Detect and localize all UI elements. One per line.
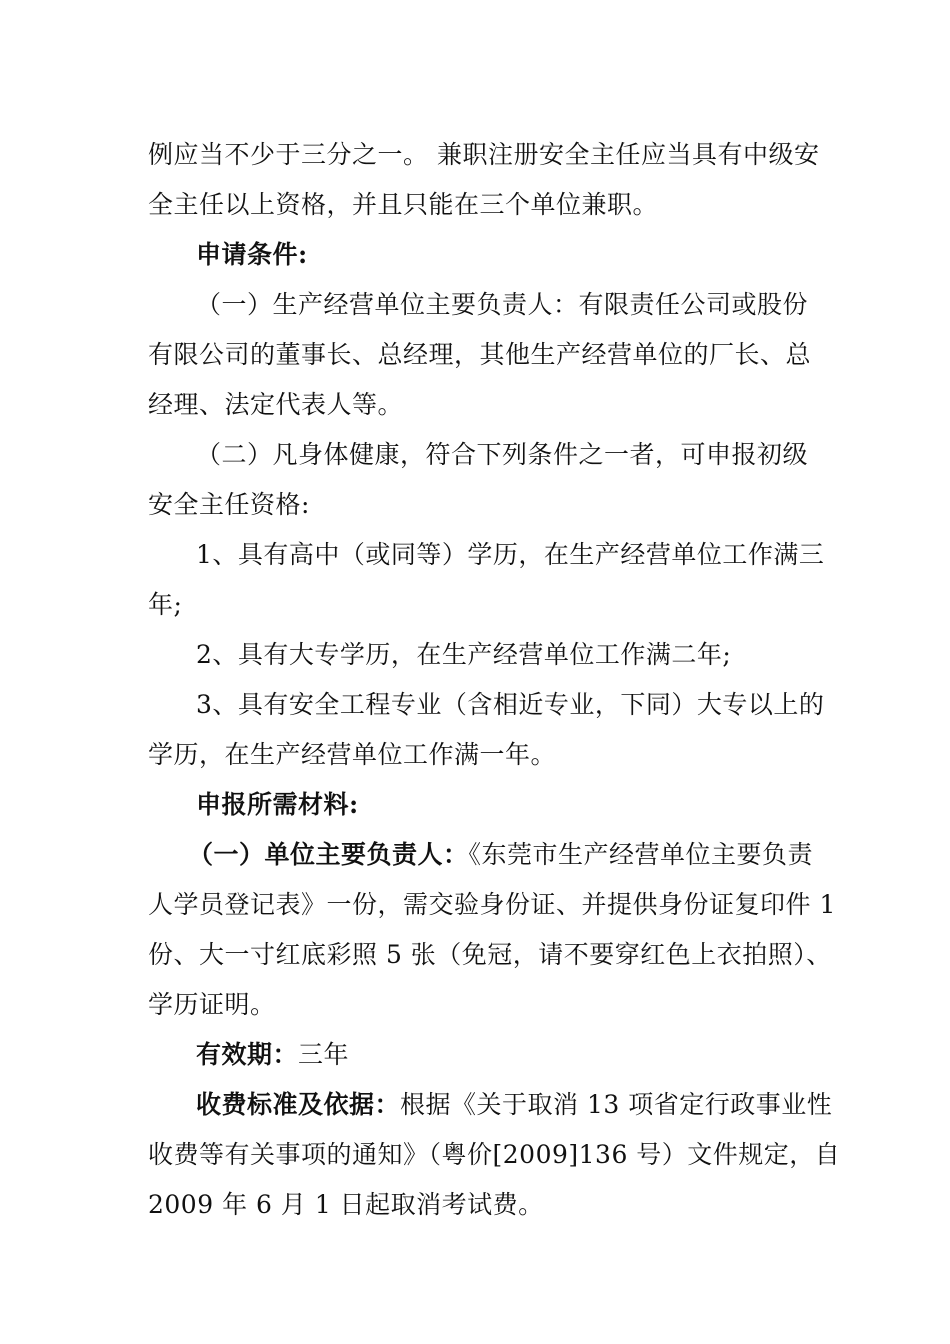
validity-value: 三年 [298,1040,350,1069]
paragraph-line [196,1038,876,1072]
paragraph-line [196,1088,876,1122]
paragraph-line: （一）生产经营单位主要负责人：有限责任公司或股份 [196,290,809,319]
fee-label: 收费标准及依据： [196,1090,401,1119]
section-heading-materials: 申报所需材料: [196,790,359,819]
paragraph-line: 份、大一寸红底彩照 5 张（免冠，请不要穿红色上衣拍照）、 [148,940,832,969]
fee-text: 根据《关于取消 13 项省定行政事业性 [400,1090,833,1119]
materials-text: 《东莞市生产经营单位主要负责 [468,840,814,869]
paragraph-line: 经理、法定代表人等。 [148,390,404,419]
materials-label: （一）单位主要负责人： [188,840,469,869]
paragraph-line: 2009 年 6 月 1 日起取消考试费。 [148,1190,544,1219]
paragraph-line: 有限公司的董事长、总经理，其他生产经营单位的厂长、总 [148,340,812,369]
list-item-line: 2、具有大专学历，在生产经营单位工作满二年; [196,640,732,669]
paragraph-line: 例应当不少于三分之一。 兼职注册安全主任应当具有中级安 [148,140,820,169]
paragraph-line: （二）凡身体健康，符合下列条件之一者，可申报初级 [196,440,809,469]
paragraph-line: 全主任以上资格，并且只能在三个单位兼职。 [148,190,659,219]
paragraph-line: 学历证明。 [148,990,276,1019]
list-item-line: 3、具有安全工程专业（含相近专业，下同）大专以上的 [196,690,825,719]
list-item-line: 年; [148,590,183,619]
list-item-line: 学历，在生产经营单位工作满一年。 [148,740,557,769]
section-heading-apply-conditions: 申请条件: [196,240,308,269]
list-item-line: 1、具有高中（或同等）学历，在生产经营单位工作满三 [196,540,825,569]
paragraph-line [188,838,868,872]
paragraph-line: 安全主任资格: [148,490,310,519]
paragraph-line: 人学员登记表》一份，需交验身份证、并提供身份证复印件 1 [148,890,836,919]
paragraph-line: 收费等有关事项的通知》（粤价[2009]136 号）文件规定，自 [148,1140,841,1169]
validity-label: 有效期： [196,1040,299,1069]
